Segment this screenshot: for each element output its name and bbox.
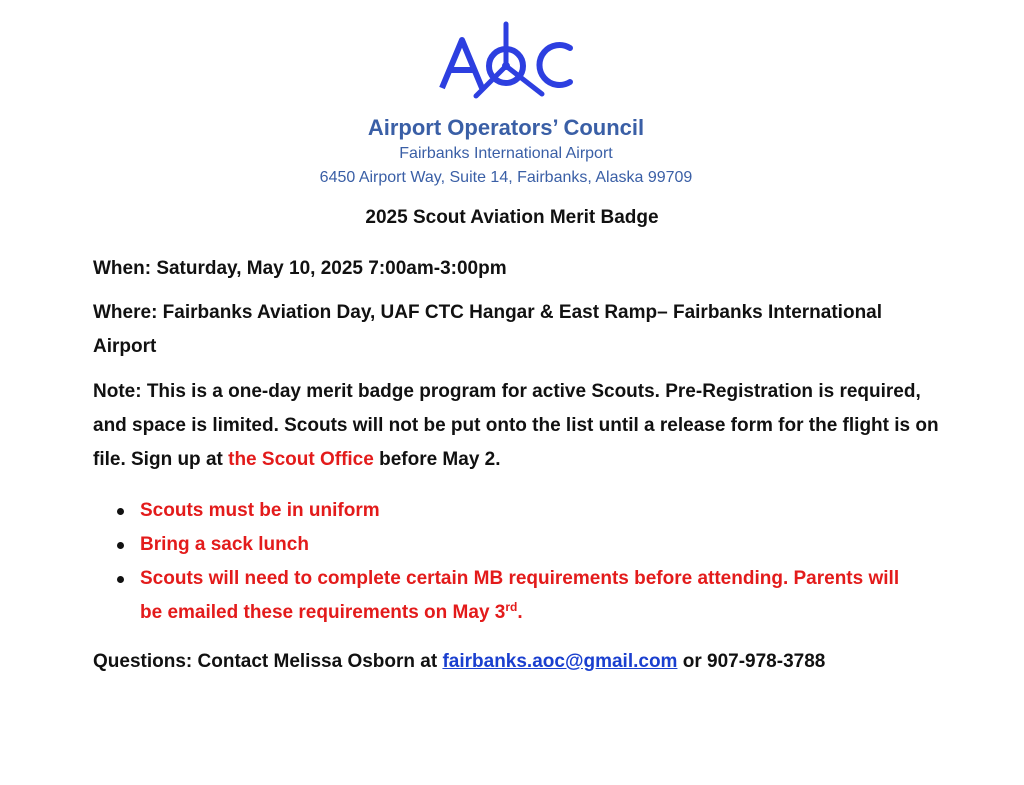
list-item <box>114 562 914 630</box>
email-link[interactable]: fairbanks.aoc@gmail.com <box>442 651 678 672</box>
requirements-list <box>114 494 914 630</box>
document-title: 2025 Scout Aviation Merit Badge <box>365 207 659 228</box>
organization-name: Airport Operators’ Council <box>367 115 645 140</box>
list-item-text: Bring a sack lunch <box>140 534 309 555</box>
organization-address: 6450 Airport Way, Suite 14, Fairbanks, Alaska 99709 <box>319 169 693 186</box>
questions-phone: or 907-978-3788 <box>677 651 826 672</box>
where-line: Where: Fairbanks Aviation Day, UAF CTC Hangar & East Ramp– Fairbanks International Airport <box>93 302 883 357</box>
questions-line <box>93 645 943 679</box>
aoc-propeller-logo <box>432 18 580 110</box>
ordinal-suffix: rd <box>505 600 518 614</box>
list-item-text: Scouts will need to complete certain MB requirements before attending. Parents will be emailed these requirements on May 3 <box>140 568 900 623</box>
when-line: When: Saturday, May 10, 2025 7:00am-3:00pm <box>93 258 507 279</box>
note-text: Note: This is a one-day merit badge program for active Scouts. Pre-Registration is required, and space is limited. Scouts will not be put onto the list until a release form for the flight is on file. Sign up at <box>93 381 939 470</box>
list-item-text: Scouts must be in uniform <box>140 500 380 521</box>
bullet-icon <box>117 508 124 515</box>
scout-office-text: the Scout Office <box>228 449 374 470</box>
list-item <box>114 494 914 528</box>
note-paragraph <box>93 375 943 477</box>
questions-text: Questions: Contact Melissa Osborn at <box>93 651 443 672</box>
list-item-end: . <box>517 602 523 623</box>
organization-subtitle: Fairbanks International Airport <box>399 145 613 162</box>
bullet-icon <box>117 542 124 549</box>
note-suffix: before May 2. <box>373 449 501 470</box>
list-item <box>114 528 914 562</box>
bullet-icon <box>117 576 124 583</box>
